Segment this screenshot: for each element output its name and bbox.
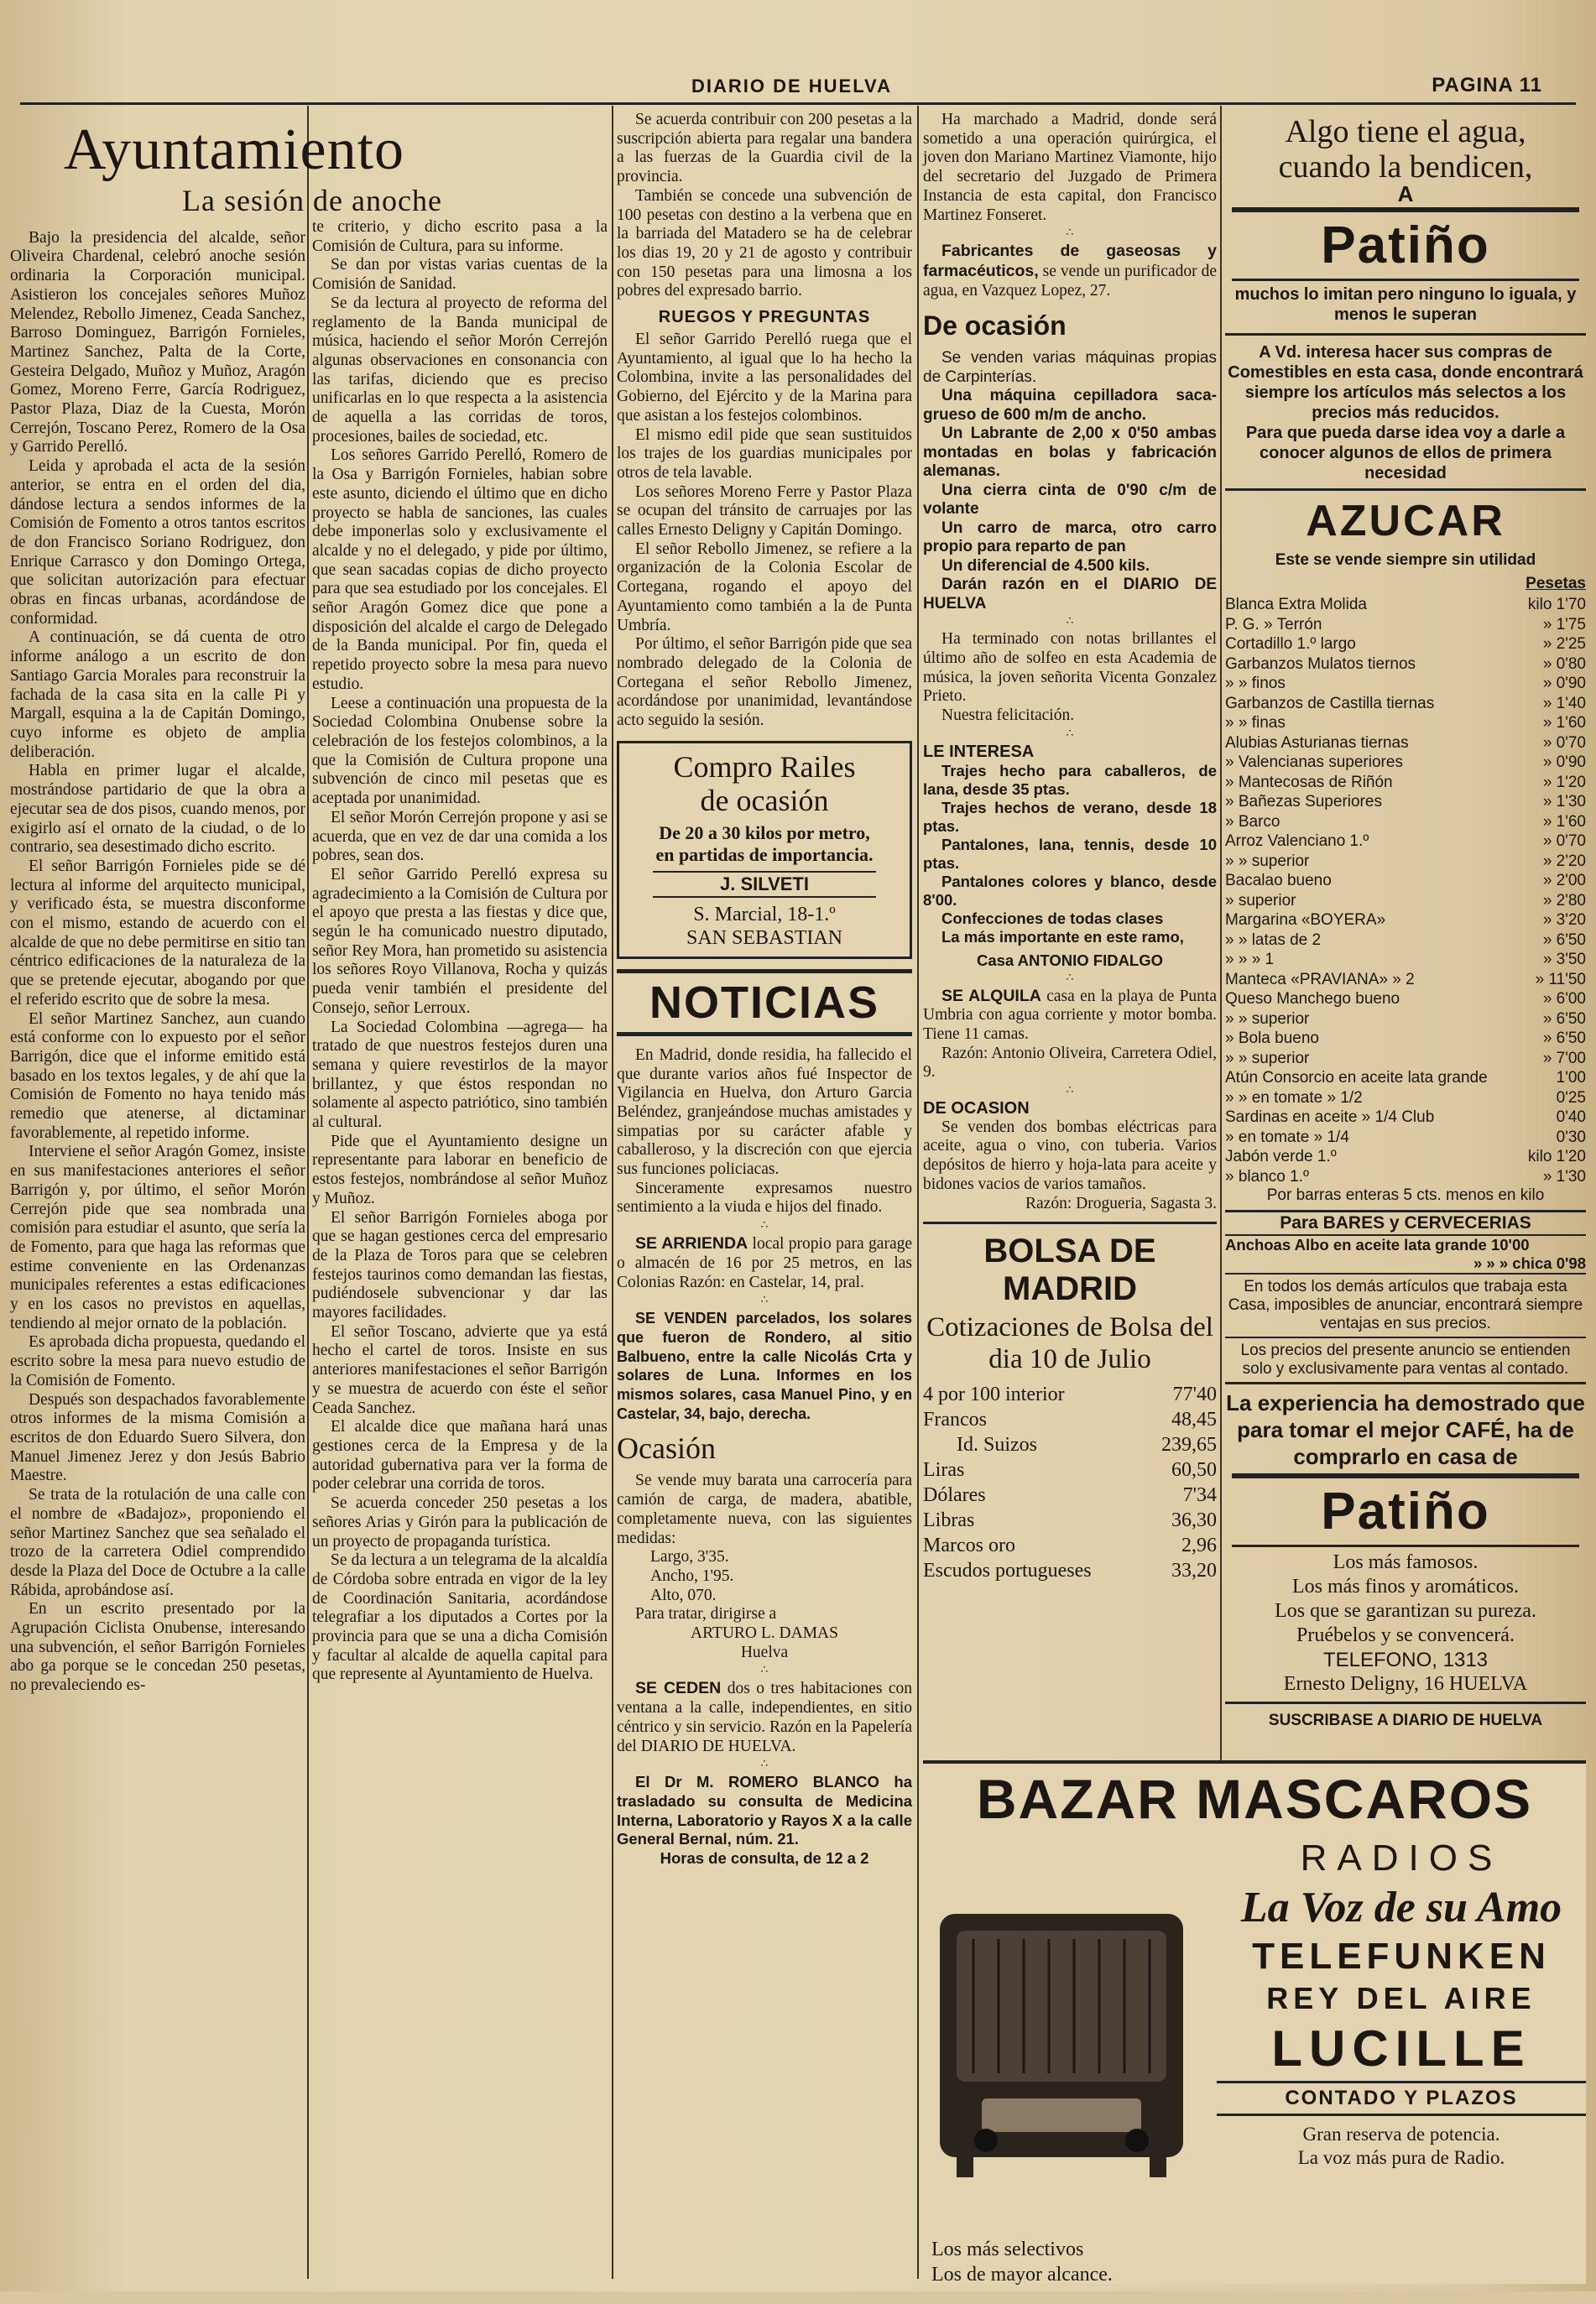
price-label: » Mantecosas de Riñón — [1225, 773, 1393, 791]
price-value: » 7'00 — [1542, 1049, 1586, 1067]
price-value: 0'30 — [1556, 1128, 1586, 1146]
separator-dots: ∴ — [1066, 615, 1074, 628]
claim: Los que se garantizan su pureza. — [1275, 1600, 1536, 1623]
price-value: » 1'30 — [1542, 793, 1586, 811]
paragraph: A continuación, se dá cuenta de otro informe análogo a un escrito de don Santiago Garcia Morales para reconstruir la fachada de la casa sita en la calle Pi y Margall, esquina a la de Capitán Domingo, cuyo informe es objeto de amplia deliberación. — [10, 628, 305, 761]
column-3 — [617, 111, 912, 2275]
ad-headline: Compro Railes — [673, 749, 856, 784]
ad-address: S. Marcial, 18-1.º — [693, 903, 836, 925]
price-value: kilo 1'70 — [1527, 596, 1586, 614]
paragraph: Se venden dos bombas eléctricas para aceite, agua o vino, con tuberia. Varios depósitos de hierro y hoja-lata para aceite y bidones vacios de varios tamaños. — [923, 1118, 1217, 1193]
paragraph: Los señores Garrido Perelló, Romero de la Osa y Barrigón Fornieles, habian sobre este asunto, diciendo el último que en dicho proyecto se habla de sanciones, las cuales debe imponerlas solo y exclusivamente el alcalde y no el delegado, y pide por último, que sean sacadas copias de dicho proyecto para que sea estudiado por los concejales. El señor Aragón Gomez dice que pone a disposición del alcalde el cargo de Delegado de la Banda municipal. Por fin, queda el repetido proyecto sobre la mesa para nuevo estudio. — [312, 446, 608, 693]
price-value: » 1'60 — [1542, 714, 1586, 732]
price-label: » » » 1 — [1225, 951, 1275, 969]
contact-city: Huelva — [740, 1643, 789, 1661]
price-label: » » finas — [1225, 714, 1286, 732]
price-label: » blanco 1.º — [1225, 1167, 1309, 1186]
row-label: Libras — [923, 1509, 975, 1532]
price-row — [1225, 1009, 1586, 1030]
price-row — [1225, 812, 1586, 832]
separator-dots: ∴ — [760, 1294, 769, 1307]
price-list — [1225, 595, 1586, 1186]
row-label: Dólares — [923, 1484, 986, 1507]
claim: Los más famosos. — [1333, 1551, 1479, 1574]
interesa-list — [923, 762, 1217, 970]
price-value: » 1'75 — [1542, 615, 1586, 633]
paragraph: Para tratar, dirigirse a — [635, 1605, 777, 1624]
price-column-header: Pesetas — [1526, 574, 1586, 592]
price-label: Jabón verde 1.º — [1225, 1148, 1337, 1166]
claim: Los más selectivos — [931, 2239, 1084, 2260]
price-value: 0'25 — [1556, 1088, 1586, 1107]
table-row — [923, 1432, 1217, 1457]
price-label: Arroz Valenciano 1.º — [1225, 832, 1369, 851]
paragraph: Después son despachados favorablemente otros informes de la misma Comisión a escritos de don Eduardo Suero Silvera, don Manuel Jimenez Jerez y don Jesús Babrio Maestre. — [10, 1390, 305, 1485]
phone: TELEFONO, 1313 — [1322, 1649, 1489, 1672]
ad-text: en partidas de importancia. — [655, 843, 874, 865]
table-row — [923, 1457, 1217, 1483]
paragraph: El señor Garrido Perelló expresa su agradecimiento a la Comisión de Cultura por el apoyo que presta a las fiestas y dice que, según le ha comunicado nuestro diputado, señor Rey Mora, han prometido su asistencia los señores Royo Villanova, Rocha y quizás pueda venir también el presidente del Consejo, señor Lerroux. — [312, 865, 608, 1017]
price-row — [1225, 753, 1586, 773]
paragraph: La Sociedad Colombina —agrega— ha tratado de que nuestros festejos duren una semana y quiere revestirlos de la mayor brillantez, y que éstos respondan no solamente al aspecto patriótico, sino también al cultural. — [312, 1018, 608, 1132]
paragraph: Es aprobada dicha propuesta, quedando el escrito sobre la mesa para nuevo estudio de la Comisión de Fomento. — [10, 1333, 305, 1389]
price-label: » » superior — [1225, 1009, 1310, 1028]
table-row — [923, 1508, 1217, 1533]
paragraph: Ha marchado a Madrid, donde será sometido a una operación quirúrgica, el joven don Mariano Martinez Viamonte, hijo del secretario del Juzgado de Primera Instancia de esta capital, don Francisco Martinez Fonseret. — [923, 111, 1217, 224]
store-text: A Vd. interesa hacer sus compras de Comestibles en esta casa, donde encontrará siempre los artículos más selectos a los precios más reducidos. — [1228, 342, 1583, 422]
paragraph: El señor Morón Cerrejón propone y asi se acuerda, que en vez de dar una comida a los pobres, sean dos. — [312, 808, 608, 865]
paragraph: Se dan por vistas varias cuentas de la Comisión de Sanidad. — [312, 256, 608, 294]
doctor-hours: Horas de consulta, de 12 a 2 — [660, 1849, 869, 1868]
classified-text: casa en la playa de Punta Umbria con agua corriente y motor bomba. Tiene 11 camas. — [923, 987, 1217, 1043]
price-label: Bacalao bueno — [1225, 872, 1332, 890]
price-value: » 2'25 — [1542, 635, 1586, 654]
price-row — [1225, 1128, 1586, 1148]
subscribe-text: SUSCRIBASE A DIARIO DE HUELVA — [1225, 1702, 1586, 1730]
brand-line: TELEFUNKEN — [1252, 1936, 1551, 1977]
separator-dots: ∴ — [1066, 727, 1074, 740]
claim: Pruébelos y se convencerá. — [1296, 1624, 1515, 1647]
paragraph: Razón: Drogueria, Sagasta 3. — [1025, 1194, 1217, 1212]
price-label: » » finos — [1225, 675, 1286, 693]
brand-line: RADIOS — [1300, 1837, 1503, 1879]
cafe-text: La experiencia ha demostrado que para tomar el mejor CAFÉ, ha de comprarlo en casa de — [1225, 1382, 1586, 1470]
row-value: 239,65 — [1161, 1434, 1217, 1457]
azucar-subheading: Este se vende siempre sin utilidad — [1275, 550, 1536, 569]
patino-slogan: cuando la bendicen, — [1278, 149, 1533, 185]
price-value: » 1'40 — [1542, 694, 1586, 712]
separator-dots: ∴ — [1066, 971, 1074, 984]
classified-head: SE VENDEN — [635, 1310, 728, 1327]
ad-name: J. SILVETI — [653, 871, 876, 898]
bazar-title: BAZAR MASCAROS — [976, 1768, 1533, 1830]
price-row — [1225, 1167, 1586, 1187]
price-value: » 0'70 — [1542, 832, 1586, 851]
column-rule — [307, 106, 309, 2279]
price-value: » 6'50 — [1542, 1030, 1586, 1048]
row-label: 4 por 100 interior — [923, 1384, 1065, 1406]
anchoas-row: Anchoas Albo en aceite lata grande 10'00 — [1225, 1236, 1530, 1254]
price-value: 1'00 — [1556, 1069, 1586, 1087]
list-item: Un diferencial de 4.500 kils. — [941, 556, 1150, 575]
price-value: » 0'90 — [1542, 675, 1586, 693]
store-note: En todos los demás artículos que trabaja esta Casa, imposibles de anunciar, encontrará siempre ventajas en sus precios. — [1225, 1273, 1586, 1333]
row-label: Marcos oro — [923, 1535, 1015, 1557]
price-row — [1225, 852, 1586, 872]
claim: Los de mayor alcance. — [931, 2264, 1113, 2286]
paragraph: Se acuerda contribuir con 200 pesetas a la suscripción abierta para regalar una bandera a las fuerzas de la Guardia civil de la provincia. — [617, 111, 912, 186]
price-label: » Valencianas superiores — [1225, 753, 1403, 772]
list-item: Trajes hecho para caballeros, de lana, desde 35 ptas. — [923, 761, 1217, 798]
classified-head: SE CEDEN — [635, 1679, 722, 1698]
radio-illustration-wrap — [923, 1834, 1208, 2304]
price-row — [1225, 1108, 1586, 1128]
list-item: La más importante en este ramo, — [941, 927, 1184, 946]
price-label: Garbanzos Mulatos tiernos — [1225, 654, 1416, 673]
article-subheadline: La sesión de anoche — [182, 184, 442, 217]
page-number: PAGINA 11 — [1432, 74, 1542, 96]
separator-dots: ∴ — [1066, 1084, 1074, 1097]
price-value: » 0'70 — [1542, 733, 1586, 752]
price-label: Queso Manchego bueno — [1225, 990, 1400, 1009]
price-label: Manteca «PRAVIANA» » 2 — [1225, 970, 1415, 988]
paragraph: Leida y aprobada el acta de la sesión anterior, se entra en el orden del dia, dándose lectura a sendos informes de la Comisión de Fomento a otros tantos escritos de don Francisco Soriano Rodriguez, don Enrique Carrasco y don Domingo Ortega, que solicitan autorización para efectuar obras en fincas urbanas, acordándose de conformidad. — [10, 457, 305, 628]
paragraph: El señor Toscano, advierte que ya está hecho el cartel de toros. Insiste en sus anteriores manifestaciones el señor Barrigón y se muestra de acuerdo con éste el señor Ceada Sanchez. — [312, 1322, 608, 1417]
paragraph: Razón: Antonio Oliveira, Carretera Odiel, 9. — [923, 1044, 1217, 1082]
patino-logo-wrap — [1232, 207, 1579, 281]
paragraph: Se da lectura al proyecto de reforma del reglamento de la Banda municipal de música, haciendo el señor Morón Cerrejón algunas observaciones en consonancia con las tarifas, diciendo que es preciso unificarlas en lo que respecta a la asistencia de aquella a las corridas de toros, procesiones, bailes de sociedad, etc. — [312, 294, 608, 446]
radio-speaker — [957, 1931, 1166, 2082]
classified-text: parcelados, los solares que fueron de Rondero, al sitio Balbueno, entre la calle Nicolás Crta y solares de Luna. Informes en los mismos solares, casa Manuel Pino, y en Castelar, 34, bajo, derecha. — [617, 1310, 912, 1422]
table-row — [923, 1558, 1217, 1583]
masthead — [20, 74, 1576, 105]
paragraph: El señor Barrigón Fornieles aboga por que se hagan gestiones cerca del empresario de la Plaza de Toros para que se celebren festejos taurinos como demandan las fiestas, pudiéndosele subvencionar y dar las mayores facilidades. — [312, 1208, 608, 1322]
price-row — [1225, 989, 1586, 1009]
price-row — [1225, 792, 1586, 812]
paragraph: El mismo edil pide que sean sustituidos los trajes de los guardias municipales por otros de tela lavable. — [617, 425, 912, 482]
price-row — [1225, 871, 1586, 891]
separator-dots: ∴ — [760, 1664, 769, 1677]
classified-text: se vende un purificador de agua, en Vazquez Lopez, 27. — [923, 262, 1217, 300]
brand-line: CONTADO Y PLAZOS — [1217, 2081, 1586, 2116]
ad-text: De 20 a 30 kilos por metro, — [659, 821, 870, 843]
bazar-claim: La voz más pura de Radio. — [1297, 2147, 1505, 2168]
brand-line: La Voz de su Amo — [1240, 1884, 1562, 1931]
price-row — [1225, 713, 1586, 733]
price-label: » » superior — [1225, 1049, 1310, 1067]
classified-head: LE INTERESA — [923, 742, 1035, 761]
classified-head: Fabricantes de gaseosas y farmacéuticos, — [923, 242, 1217, 280]
patino-tagline: muchos lo imitan pero ninguno lo iguala, y menos le superan — [1234, 284, 1577, 324]
bolsa-heading: BOLSA DE MADRID — [923, 1222, 1217, 1308]
anchoas-row: » » » chica 0'98 — [1473, 1254, 1586, 1273]
section-heading: RUEGOS Y PREGUNTAS — [658, 308, 871, 327]
bares-heading: Para BARES y CERVECERIAS — [1225, 1210, 1586, 1236]
paragraph: Se trata de la rotulación de una calle con el nombre de «Badajoz», proponiendo el señor Martinez Sanchez que sea señalado el trozo de la carretera Odiel comprendido desde la Plaza del Doce de Octubre a la calle Rábida, aprobándose así. — [10, 1486, 305, 1599]
ad-headline: de ocasión — [700, 783, 829, 817]
bazar-mascaros-ad — [923, 1760, 1586, 2284]
patino-logo: Patiño — [1321, 216, 1490, 274]
row-value: 7'34 — [1182, 1484, 1217, 1507]
paragraph: El señor Martinez Sanchez, aun cuando está conforme con lo expuesto por el señor Barrigón, dice que el informe emitido está basado en los textos legales, y de ahí que la Comisión de Fomento no haya tenido más remedio que atenerse, al dictaminar favorablemente, al repetido informe. — [10, 1009, 305, 1142]
list-item: Trajes hechos de verano, desde 18 ptas. — [923, 798, 1217, 835]
price-row — [1225, 950, 1586, 970]
radio-illustration — [923, 1834, 1208, 2304]
measure-item: Largo, 3'35. — [650, 1548, 729, 1566]
measure-item: Alto, 070. — [650, 1586, 717, 1604]
price-row — [1225, 1088, 1586, 1108]
paragraph: El señor Barrigón Fornieles pide se dé lectura al informe del arquitecto municipal, y verificado ésta, se muestra disconforme con el mismo, estando de acuerdo con el alcalde de que no debe permitirse en sitio tan céntrico edificaciones de la naturaleza de la que se pretende ejecutar, abogando por que el referido escrito que de sobre la mesa. — [10, 857, 305, 1009]
table-row — [923, 1533, 1217, 1558]
compro-railes-ad — [617, 741, 912, 959]
radio-foot — [957, 2157, 973, 2177]
price-value: » 2'80 — [1542, 891, 1586, 910]
brand-line: LUCILLE — [1271, 2020, 1531, 2077]
patino-a: A — [1397, 181, 1414, 206]
radio-dial — [982, 2098, 1141, 2132]
paragraph: En Madrid, donde residia, ha fallecido el que durante varios años fué Inspector de Vigilancia en Huelva, don Arturo Garcia Beléndez, granjeándose muchas amistades y simpatias por su carácter afable y caballeroso, y la discreción con que ejercia sus funciones policiacas. — [617, 1045, 912, 1179]
price-label: Cortadillo 1.º largo — [1225, 635, 1356, 654]
patino-logo-wrap — [1232, 1473, 1579, 1547]
separator-dots: ∴ — [760, 1219, 769, 1233]
price-label: » Barco — [1225, 812, 1280, 831]
shop-name: Casa ANTONIO FIDALGO — [976, 951, 1164, 969]
list-item: Confecciones de todas clases — [941, 909, 1164, 927]
column-rule — [612, 106, 613, 2279]
paragraph: Los señores Moreno Ferre y Pastor Plaza se ocupan del tránsito de carruajes por las calles Ernesto Deligny y Capitán Domingo. — [617, 482, 912, 540]
newspaper-name: DIARIO DE HUELVA — [691, 76, 892, 96]
paragraph: El alcalde dice que mañana hará unas gestiones cerca de la Empresa y de la autoridad gubernativa para ver la forma de poder celebrar una corrida de toros. — [312, 1418, 608, 1493]
price-value: » 6'50 — [1542, 930, 1586, 949]
paragraph: Pide que el Ayuntamiento designe un representante para laborar en beneficio de estos festejos, nombrándose al señor Muñoz y Muñoz. — [312, 1132, 608, 1207]
list-item: Una máquina cepilladora saca-grueso de 600 m/m de ancho. — [923, 387, 1217, 424]
price-label: » Bola bueno — [1225, 1030, 1319, 1048]
paragraph: Se vende muy barata una carrocería para camión de carga, de madera, abatible, completamente nueva, con las siguientes medidas: — [617, 1472, 912, 1547]
patino-logo: Patiño — [1321, 1483, 1490, 1541]
price-row — [1225, 694, 1586, 714]
price-row — [1225, 773, 1586, 793]
doctor-notice: El Dr M. ROMERO BLANCO ha trasladado su consulta de Medicina Interna, Laboratorio y Rayos X a la calle General Bernal, núm. 21. — [617, 1773, 912, 1848]
price-value: » 1'60 — [1542, 812, 1586, 831]
row-value: 60,50 — [1171, 1459, 1217, 1482]
price-label: » en tomate » 1/4 — [1225, 1128, 1349, 1146]
row-value: 33,20 — [1171, 1560, 1217, 1582]
bazar-claim: Gran reserva de potencia. — [1302, 2124, 1500, 2145]
paragraph: En un escrito presentado por la Agrupación Ciclista Onubense, interesando una subvención, el señor Barrigón Fornieles abo ga porque se le concedan 250 pesetas, no prevaleciendo es- — [10, 1600, 305, 1695]
classified-text: local propio para garage o almacén de 16 por 25 metros, en las Colonias Razón: en Castelar, 14, pral. — [617, 1235, 913, 1291]
row-label: Liras — [923, 1459, 965, 1482]
azucar-wrap — [1225, 488, 1586, 570]
row-value: 77'40 — [1172, 1384, 1217, 1406]
paragraph: Interviene el señor Aragón Gomez, insiste en sus manifestaciones anteriores el señor Barrigón y, por último, el señor Morón Cerrejón pide que sea nombrada una comisión para estudiar el asunto, que sería la de Fomento, para que haga las reformas que estime conveniente en las Ordenanzas municipales referentes a estas edificaciones y en los casos no previstos en aquellas, tendiendo al mejor ornato de la población. — [10, 1143, 305, 1332]
store-note: Los precios del presente anuncio se entienden solo y exclusivamente para ventas al contado. — [1225, 1337, 1586, 1379]
price-value: » 2'00 — [1542, 872, 1586, 890]
paragraph: te criterio, y dicho escrito pasa a la Comisión de Cultura, para su informe. — [312, 218, 608, 255]
price-row — [1225, 831, 1586, 852]
list-item: Un Labrante de 2,00 x 0'50 ambas montadas en bolas y fabricación alemanas. — [923, 425, 1217, 481]
price-label: P. G. » Terrón — [1225, 615, 1322, 633]
paragraph: Se acuerda conceder 250 pesetas a los señores Arias y Girón para la publicación de un proyecto de propaganda turística. — [312, 1494, 608, 1551]
paragraph: Por último, el señor Barrigón pide que sea nombrado delegado de la Colonia de Cortegana el señor Rebollo Jimenez, acordándose por unanimidad, levantándose acto seguido la sesión. — [617, 635, 912, 730]
article-subheadline-wrap — [10, 184, 614, 217]
row-value: 2,96 — [1181, 1535, 1217, 1557]
paragraph: El señor Rebollo Jimenez, se refiere a la organización de la Colonia Escolar de Cortegana, rogando el apoyo del Ayuntamiento como también a la de Punta Umbría. — [617, 540, 912, 634]
claim: Los más finos y aromáticos. — [1292, 1576, 1519, 1598]
paragraph: Ha terminado con notas brillantes el último año de solfeo en esta Academia de música, la joven señorita Vicenta Gonzalez Prieto. — [923, 630, 1217, 706]
list-item: Una cierra cinta de 0'90 c/m de volante — [923, 481, 1217, 519]
list-item: Un carro de marca, otro carro propio para reparto de pan — [923, 519, 1217, 556]
paragraph: Nuestra felicitación. — [941, 706, 1075, 725]
price-row — [1225, 615, 1586, 635]
separator-dots: ∴ — [760, 1758, 769, 1771]
paragraph: Sinceramente expresamos nuestro sentimiento a la viuda e hijos del finado. — [617, 1179, 912, 1217]
column-1 — [10, 111, 442, 2275]
radio-knob — [974, 2129, 998, 2152]
list-item: Pantalones, lana, tennis, desde 10 ptas. — [923, 835, 1217, 872]
classified-head: DE OCASION — [923, 1099, 1030, 1118]
paragraph: Se da lectura a un telegrama de la alcaldía de Córdoba sobre entrada en vigor de la ley de Coordinación Sanitaria, acordándose telegrafiar a los diputados a Cortes por la provincia para que se una a dicha Comisión y facultar al alcalde de aquella capital para que represente al Ayuntamiento de Huelva. — [312, 1551, 608, 1684]
separator-dots: ∴ — [1066, 227, 1074, 240]
price-label: Blanca Extra Molida — [1225, 596, 1367, 614]
price-note: Por barras enteras 5 cts. menos en kilo — [1266, 1186, 1545, 1205]
paragraph: El señor Garrido Perelló ruega que el Ayuntamiento, al igual que lo ha hecho la Colombina, invite a las personalidades del Gobierno, del Ejército y de la Marina para que asistan a los festejos colombinos. — [617, 331, 912, 425]
price-value: » 1'20 — [1542, 773, 1586, 791]
paragraph: Bajo la presidencia del alcalde, señor Oliveira Chardenal, celebró anoche sesión ordinaria la Corporación municipal. Asistieron los concejales señores Muñoz Melendez, Rebollo Jimenez, Ceada Sanchez, Barroso Dominguez, Barrigón Fornieles, Martinez Sanchez, Palta de la Corte, Gesteira Delgado, Muñoz y Muñoz, Aragón Gomez, Moreno Ferre, García Rodriguez, Pastor Plaza, Diaz de la Cuesta, Morón Cerrejón, Toscano Perez, Romero de la Osa y Garrido Perelló. — [10, 228, 305, 456]
patino-slogan: Algo tiene el agua, — [1285, 114, 1526, 149]
price-value: » 11'50 — [1535, 970, 1586, 988]
price-value: » 2'20 — [1542, 852, 1586, 870]
noticias-heading: NOTICIAS — [617, 969, 912, 1036]
row-label: Id. Suizos — [957, 1434, 1037, 1457]
price-row — [1225, 634, 1586, 654]
classified-head: SE ALQUILA — [941, 986, 1041, 1005]
price-row — [1225, 891, 1586, 911]
price-value: » 0'90 — [1542, 753, 1586, 772]
price-row — [1225, 595, 1586, 615]
ocasion-heading: De ocasión — [923, 310, 1067, 341]
price-label: Alubias Asturianas tiernas — [1225, 733, 1409, 752]
price-row — [1225, 654, 1586, 675]
measurements — [617, 1548, 912, 1605]
brand-list — [1208, 1834, 1586, 2304]
table-row — [923, 1483, 1217, 1508]
price-value: » 0'80 — [1542, 654, 1586, 673]
row-value: 36,30 — [1171, 1509, 1217, 1532]
ad-city: SAN SEBASTIAN — [686, 926, 843, 949]
cafe-claims — [1225, 1551, 1586, 1697]
paragraph: Leese a continuación una propuesta de la Sociedad Colombina Onubense sobre la celebración de los festejos colombinos, a la que la Comisión de Cultura propone una subvención de cinco mil pesetas que es aceptada por unanimidad. — [312, 694, 608, 808]
price-value: kilo 1'20 — [1527, 1148, 1586, 1166]
address: Ernesto Deligny, 16 HUELVA — [1283, 1673, 1528, 1696]
list-item: Pantalones colores y blanco, desde 8'00. — [923, 872, 1217, 909]
list-item: Se venden varias máquinas propias de Carpinterías. — [923, 349, 1217, 386]
price-label: Atún Consorcio en aceite lata grande — [1225, 1069, 1488, 1087]
article-headline: Ayuntamiento — [64, 117, 405, 182]
bolsa-table — [923, 1382, 1217, 1583]
classified-head: SE ARRIENDA — [635, 1234, 748, 1254]
price-row — [1225, 1049, 1586, 1069]
table-row — [923, 1382, 1217, 1407]
price-value: 0'40 — [1556, 1108, 1586, 1127]
row-label: Escudos portugueses — [923, 1560, 1092, 1582]
price-row — [1225, 1147, 1586, 1167]
column-rule — [917, 106, 919, 2279]
price-row — [1225, 930, 1586, 951]
ocasion-heading: Ocasión — [617, 1431, 716, 1466]
radio-claims — [931, 2237, 1113, 2287]
radio-knob — [1125, 2129, 1149, 2152]
price-row — [1225, 1029, 1586, 1049]
contact-name: ARTURO L. DAMAS — [691, 1624, 838, 1643]
bolsa-subheading: Cotizaciones de Bolsa del dia 10 de Julio — [926, 1312, 1213, 1375]
price-label: » » superior — [1225, 852, 1310, 870]
price-label: » superior — [1225, 891, 1296, 910]
column-2 — [312, 218, 608, 2274]
price-label: Sardinas en aceite » 1/4 Club — [1225, 1108, 1435, 1127]
price-row — [1225, 910, 1586, 930]
price-row — [1225, 674, 1586, 694]
paragraph: Habla en primer lugar el alcalde, mostrándose partidario de que la obra a ejecutar sea de dos pisos, cuando menos, por exigirlo así el ornato de la ciudad, o de lo contrario, sea desestimado dicho escrito. — [10, 762, 305, 857]
price-value: » 3'50 — [1542, 951, 1586, 969]
table-row — [923, 1407, 1217, 1432]
brand-line: REY DEL AIRE — [1266, 1981, 1536, 2015]
price-row — [1225, 1068, 1586, 1088]
azucar-heading: AZUCAR — [1306, 496, 1505, 545]
price-label: » » en tomate » 1/2 — [1225, 1088, 1363, 1107]
price-value: » 6'50 — [1542, 1009, 1586, 1028]
paragraph: También se concede una subvención de 100 pesetas con destino a la verbena que en la barriada del Matadero se ha de celebrar los dias 19, 20 y 21 de agosto y contribuir con 150 pesetas para una limosna a los pobres del expresado barrio. — [617, 186, 912, 300]
measure-item: Ancho, 1'95. — [650, 1566, 734, 1585]
store-text: Para que pueda darse idea voy a darle a conocer algunos de ellos de primera necesidad — [1245, 423, 1566, 482]
store-intro — [1225, 333, 1586, 483]
price-row — [1225, 970, 1586, 990]
price-value: » 3'20 — [1542, 911, 1586, 930]
price-value: » 6'00 — [1542, 990, 1586, 1009]
price-label: Garbanzos de Castilla tiernas — [1225, 694, 1435, 712]
list-item: Darán razón en el DIARIO DE HUELVA — [923, 576, 1217, 612]
radio-foot — [1150, 2157, 1166, 2177]
price-row — [1225, 733, 1586, 753]
price-label: » » latas de 2 — [1225, 930, 1322, 949]
ocasion-list — [923, 349, 1217, 613]
price-value: » 1'30 — [1542, 1167, 1586, 1186]
price-label: » Bañezas Superiores — [1225, 793, 1382, 811]
row-label: Francos — [923, 1409, 987, 1431]
row-value: 48,45 — [1171, 1409, 1217, 1431]
price-label: Margarina «BOYERA» — [1225, 911, 1386, 930]
classified-text: dos o tres habitaciones con ventana a la calle, independientes, en sitio céntrico y sin servicio. Razón en la Papelería del DIARIO DE HUELVA. — [617, 1680, 912, 1755]
